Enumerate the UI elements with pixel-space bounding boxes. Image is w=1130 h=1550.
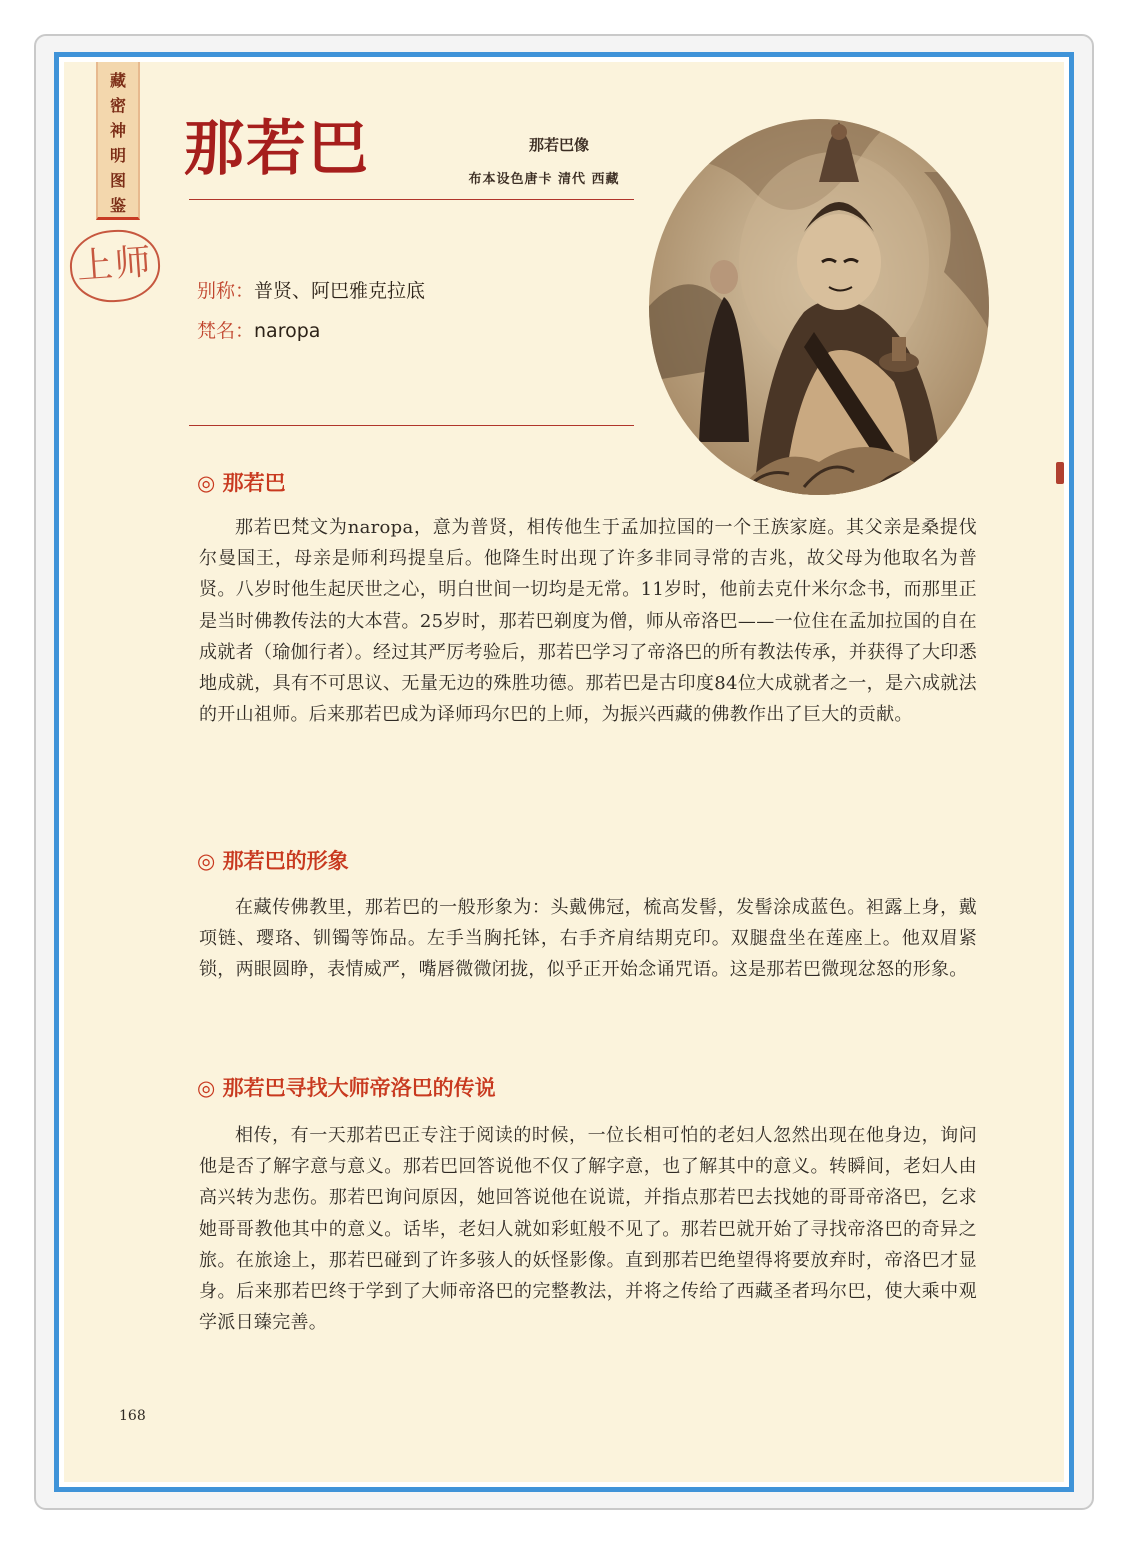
meta-divider bbox=[189, 425, 634, 426]
page-title: 那若巴 bbox=[184, 114, 370, 184]
image-caption-title: 那若巴像 bbox=[528, 136, 589, 154]
alias-value: 普贤、阿巴雅克拉底 bbox=[254, 280, 426, 302]
section-body-naropa: 那若巴梵文为naropa，意为普贤，相传他生于孟加拉国的一个王族家庭。其父亲是桑提伐尔曼国王，母亲是师利玛提皇后。他降生时出现了许多非同寻常的吉兆，故父母为他取名为普贤。八岁时他生起厌世之心，明白世间一切均是无常。11岁时，他前去克什米尔念书，而那里正是当时佛教传法的大本营。25岁时，那若巴剃度为僧，师从帝洛巴——一位住在孟加拉国的自在成就者（瑜伽行者）。经过其严厉考验后，那若巴学习了帝洛巴的所有教法传承，并获得了大印悉地成就，具有不可思议、无量无边的殊胜功德。那若巴是古印度84位大成就者之一，是六成就法的开山祖师。后来那若巴成为译师玛尔巴的上师，为振兴西藏的佛教作出了巨大的贡献。 bbox=[199, 517, 977, 726]
section-heading-legend: ◎ 那若巴寻找大师帝洛巴的传说 bbox=[197, 1076, 496, 1100]
sanskrit-label: 梵名： bbox=[197, 320, 255, 342]
series-tab-label: 藏密神明图鉴 bbox=[109, 71, 126, 215]
section-body-image: 在藏传佛教里，那若巴的一般形象为：头戴佛冠，梳高发髻，发髻涂成蓝色。袒露上身，戴项链、璎珞、钏镯等饰品。左手当胸托钵，右手齐肩结期克印。双腿盘坐在莲座上。他双眉紧锁，两眼圆睁，表情威严，嘴唇微微闭拢，似乎正开始念诵咒语。这是那若巴微现忿怒的形象。 bbox=[199, 897, 977, 981]
page-number: 168 bbox=[119, 1408, 146, 1424]
alias-label: 别称： bbox=[197, 280, 255, 302]
section-body-legend: 相传，有一天那若巴正专注于阅读的时候，一位长相可怕的老妇人忽然出现在他身边，询问他是否了解字意与意义。那若巴回答说他不仅了解字意，也了解其中的意义。转瞬间，老妇人由高兴转为悲伤。那若巴询问原因，她回答说他在说谎，并指点那若巴去找她的哥哥帝洛巴，乞求她哥哥教他其中的意义。话毕，老妇人就如彩虹般不见了。那若巴就开始了寻找帝洛巴的奇异之旅。在旅途上，那若巴碰到了许多骇人的妖怪影像。直到那若巴绝望得将要放弃时，帝洛巴才显身。后来那若巴终于学到了大师帝洛巴的完整教法，并将之传给了西藏圣者玛尔巴，使大乘中观学派日臻完善。 bbox=[199, 1125, 977, 1334]
section-heading-naropa: ◎ 那若巴 bbox=[197, 471, 286, 495]
book-page bbox=[64, 62, 1064, 1482]
title-divider bbox=[189, 199, 634, 200]
naropa-thangka-portrait bbox=[644, 112, 994, 497]
series-tab bbox=[96, 62, 140, 220]
alias-row bbox=[197, 276, 425, 303]
sanskrit-row bbox=[197, 316, 320, 343]
master-seal: 上师 bbox=[68, 227, 163, 305]
edge-decoration bbox=[1056, 462, 1064, 484]
sanskrit-value: naropa bbox=[254, 320, 321, 342]
image-caption-subtitle: 布本设色唐卡 清代 西藏 bbox=[468, 172, 620, 187]
section-heading-image: ◎ 那若巴的形象 bbox=[197, 849, 349, 873]
